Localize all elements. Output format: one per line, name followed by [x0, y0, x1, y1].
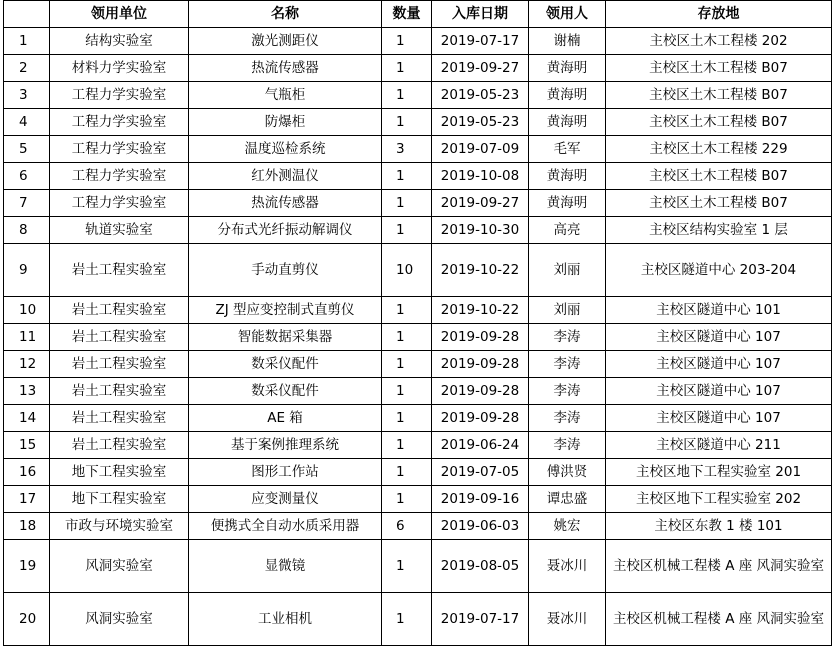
table-row [4, 28, 832, 55]
cell-date: 2019-05-23 [432, 82, 529, 109]
cell-person: 聂冰川 [529, 593, 606, 646]
cell-person: 黄海明 [529, 163, 606, 190]
cell-quantity: 1 [382, 459, 432, 486]
cell-name: 基于案例推理系统 [189, 432, 382, 459]
cell-date: 2019-10-30 [432, 217, 529, 244]
cell-location: 主校区地下工程实验室 201 [606, 459, 832, 486]
cell-unit: 工程力学实验室 [50, 82, 189, 109]
cell-person: 黄海明 [529, 82, 606, 109]
cell-date: 2019-07-05 [432, 459, 529, 486]
cell-name: 防爆柜 [189, 109, 382, 136]
cell-index: 9 [4, 244, 50, 297]
cell-location: 主校区结构实验室 1 层 [606, 217, 832, 244]
cell-location: 主校区土木工程楼 B07 [606, 163, 832, 190]
table-row [4, 351, 832, 378]
header-name: 名称 [189, 1, 382, 28]
cell-date: 2019-09-28 [432, 378, 529, 405]
cell-index: 15 [4, 432, 50, 459]
cell-name: 便携式全自动水质采用器 [189, 513, 382, 540]
cell-person: 李涛 [529, 432, 606, 459]
table-row [4, 190, 832, 217]
cell-date: 2019-10-22 [432, 244, 529, 297]
cell-person: 李涛 [529, 351, 606, 378]
cell-index: 18 [4, 513, 50, 540]
table-body [4, 28, 832, 646]
cell-name: 智能数据采集器 [189, 324, 382, 351]
cell-quantity: 1 [382, 405, 432, 432]
cell-quantity: 1 [382, 540, 432, 593]
cell-name: 激光测距仪 [189, 28, 382, 55]
table-row [4, 459, 832, 486]
cell-person: 高亮 [529, 217, 606, 244]
cell-index: 16 [4, 459, 50, 486]
cell-date: 2019-09-16 [432, 486, 529, 513]
table-row [4, 486, 832, 513]
cell-index: 14 [4, 405, 50, 432]
cell-location: 主校区隧道中心 101 [606, 297, 832, 324]
cell-unit: 风洞实验室 [50, 540, 189, 593]
cell-date: 2019-10-22 [432, 297, 529, 324]
cell-date: 2019-09-27 [432, 55, 529, 82]
cell-location: 主校区隧道中心 107 [606, 324, 832, 351]
cell-unit: 岩土工程实验室 [50, 405, 189, 432]
cell-unit: 工程力学实验室 [50, 109, 189, 136]
cell-name: 工业相机 [189, 593, 382, 646]
cell-date: 2019-09-27 [432, 190, 529, 217]
cell-person: 姚宏 [529, 513, 606, 540]
cell-name: 分布式光纤振动解调仪 [189, 217, 382, 244]
table-row [4, 324, 832, 351]
table-row [4, 163, 832, 190]
table-row [4, 432, 832, 459]
cell-unit: 岩土工程实验室 [50, 432, 189, 459]
cell-date: 2019-07-09 [432, 136, 529, 163]
cell-location: 主校区隧道中心 107 [606, 378, 832, 405]
cell-quantity: 3 [382, 136, 432, 163]
cell-quantity: 6 [382, 513, 432, 540]
cell-unit: 工程力学实验室 [50, 136, 189, 163]
cell-location: 主校区土木工程楼 B07 [606, 55, 832, 82]
cell-quantity: 1 [382, 324, 432, 351]
cell-person: 黄海明 [529, 55, 606, 82]
cell-unit: 工程力学实验室 [50, 163, 189, 190]
table-row [4, 405, 832, 432]
cell-unit: 岩土工程实验室 [50, 324, 189, 351]
cell-unit: 岩土工程实验室 [50, 244, 189, 297]
header-quantity: 数量 [382, 1, 432, 28]
cell-name: 温度巡检系统 [189, 136, 382, 163]
cell-quantity: 1 [382, 351, 432, 378]
table-row [4, 378, 832, 405]
cell-unit: 市政与环境实验室 [50, 513, 189, 540]
cell-index: 6 [4, 163, 50, 190]
cell-person: 刘丽 [529, 244, 606, 297]
cell-unit: 工程力学实验室 [50, 190, 189, 217]
cell-unit: 地下工程实验室 [50, 486, 189, 513]
table-row [4, 297, 832, 324]
cell-quantity: 1 [382, 217, 432, 244]
cell-person: 黄海明 [529, 190, 606, 217]
table-row [4, 82, 832, 109]
header-row [4, 1, 832, 28]
cell-person: 谭忠盛 [529, 486, 606, 513]
header-location: 存放地 [606, 1, 832, 28]
cell-location: 主校区东教 1 楼 101 [606, 513, 832, 540]
cell-person: 李涛 [529, 405, 606, 432]
table-row [4, 136, 832, 163]
cell-name: 热流传感器 [189, 55, 382, 82]
cell-quantity: 1 [382, 432, 432, 459]
cell-location: 主校区土木工程楼 B07 [606, 190, 832, 217]
cell-index: 2 [4, 55, 50, 82]
cell-name: 数采仪配件 [189, 351, 382, 378]
cell-quantity: 1 [382, 593, 432, 646]
cell-index: 4 [4, 109, 50, 136]
cell-person: 聂冰川 [529, 540, 606, 593]
cell-unit: 材料力学实验室 [50, 55, 189, 82]
cell-quantity: 1 [382, 486, 432, 513]
header-person: 领用人 [529, 1, 606, 28]
cell-date: 2019-09-28 [432, 324, 529, 351]
cell-index: 11 [4, 324, 50, 351]
cell-quantity: 1 [382, 190, 432, 217]
header-date: 入库日期 [432, 1, 529, 28]
cell-index: 7 [4, 190, 50, 217]
cell-name: 数采仪配件 [189, 378, 382, 405]
cell-index: 13 [4, 378, 50, 405]
cell-index: 5 [4, 136, 50, 163]
cell-location: 主校区隧道中心 203-204 [606, 244, 832, 297]
cell-location: 主校区土木工程楼 B07 [606, 82, 832, 109]
cell-date: 2019-06-03 [432, 513, 529, 540]
cell-date: 2019-09-28 [432, 405, 529, 432]
cell-unit: 地下工程实验室 [50, 459, 189, 486]
cell-index: 10 [4, 297, 50, 324]
cell-unit: 岩土工程实验室 [50, 378, 189, 405]
cell-quantity: 1 [382, 28, 432, 55]
cell-name: 红外测温仪 [189, 163, 382, 190]
cell-index: 17 [4, 486, 50, 513]
cell-location: 主校区土木工程楼 229 [606, 136, 832, 163]
header-unit: 领用单位 [50, 1, 189, 28]
cell-index: 12 [4, 351, 50, 378]
cell-quantity: 1 [382, 297, 432, 324]
cell-location: 主校区土木工程楼 202 [606, 28, 832, 55]
cell-location: 主校区隧道中心 211 [606, 432, 832, 459]
cell-person: 刘丽 [529, 297, 606, 324]
cell-date: 2019-09-28 [432, 351, 529, 378]
cell-person: 李涛 [529, 378, 606, 405]
cell-date: 2019-07-17 [432, 593, 529, 646]
cell-date: 2019-10-08 [432, 163, 529, 190]
cell-person: 傅洪贤 [529, 459, 606, 486]
cell-date: 2019-08-05 [432, 540, 529, 593]
table-row [4, 55, 832, 82]
cell-index: 3 [4, 82, 50, 109]
table-row [4, 244, 832, 297]
cell-date: 2019-07-17 [432, 28, 529, 55]
cell-quantity: 1 [382, 163, 432, 190]
cell-unit: 岩土工程实验室 [50, 351, 189, 378]
table-row [4, 217, 832, 244]
cell-index: 1 [4, 28, 50, 55]
cell-name: 热流传感器 [189, 190, 382, 217]
equipment-table [3, 0, 832, 646]
cell-person: 谢楠 [529, 28, 606, 55]
table-row [4, 109, 832, 136]
cell-quantity: 1 [382, 55, 432, 82]
cell-unit: 岩土工程实验室 [50, 297, 189, 324]
cell-unit: 轨道实验室 [50, 217, 189, 244]
cell-location: 主校区机械工程楼 A 座 风洞实验室 [606, 593, 832, 646]
cell-unit: 风洞实验室 [50, 593, 189, 646]
header-index [4, 1, 50, 28]
cell-name: 应变测量仪 [189, 486, 382, 513]
cell-unit: 结构实验室 [50, 28, 189, 55]
cell-location: 主校区机械工程楼 A 座 风洞实验室 [606, 540, 832, 593]
table-row [4, 593, 832, 646]
cell-date: 2019-05-23 [432, 109, 529, 136]
cell-name: AE 箱 [189, 405, 382, 432]
cell-name: 手动直剪仪 [189, 244, 382, 297]
cell-location: 主校区地下工程实验室 202 [606, 486, 832, 513]
cell-quantity: 1 [382, 378, 432, 405]
cell-index: 19 [4, 540, 50, 593]
cell-person: 李涛 [529, 324, 606, 351]
cell-name: 显微镜 [189, 540, 382, 593]
cell-person: 毛军 [529, 136, 606, 163]
cell-quantity: 1 [382, 109, 432, 136]
cell-name: 图形工作站 [189, 459, 382, 486]
cell-location: 主校区隧道中心 107 [606, 405, 832, 432]
cell-name: ZJ 型应变控制式直剪仪 [189, 297, 382, 324]
cell-index: 20 [4, 593, 50, 646]
cell-date: 2019-06-24 [432, 432, 529, 459]
table-row [4, 540, 832, 593]
cell-quantity: 10 [382, 244, 432, 297]
cell-name: 气瓶柜 [189, 82, 382, 109]
cell-index: 8 [4, 217, 50, 244]
cell-location: 主校区土木工程楼 B07 [606, 109, 832, 136]
cell-quantity: 1 [382, 82, 432, 109]
cell-person: 黄海明 [529, 109, 606, 136]
cell-location: 主校区隧道中心 107 [606, 351, 832, 378]
table-row [4, 513, 832, 540]
